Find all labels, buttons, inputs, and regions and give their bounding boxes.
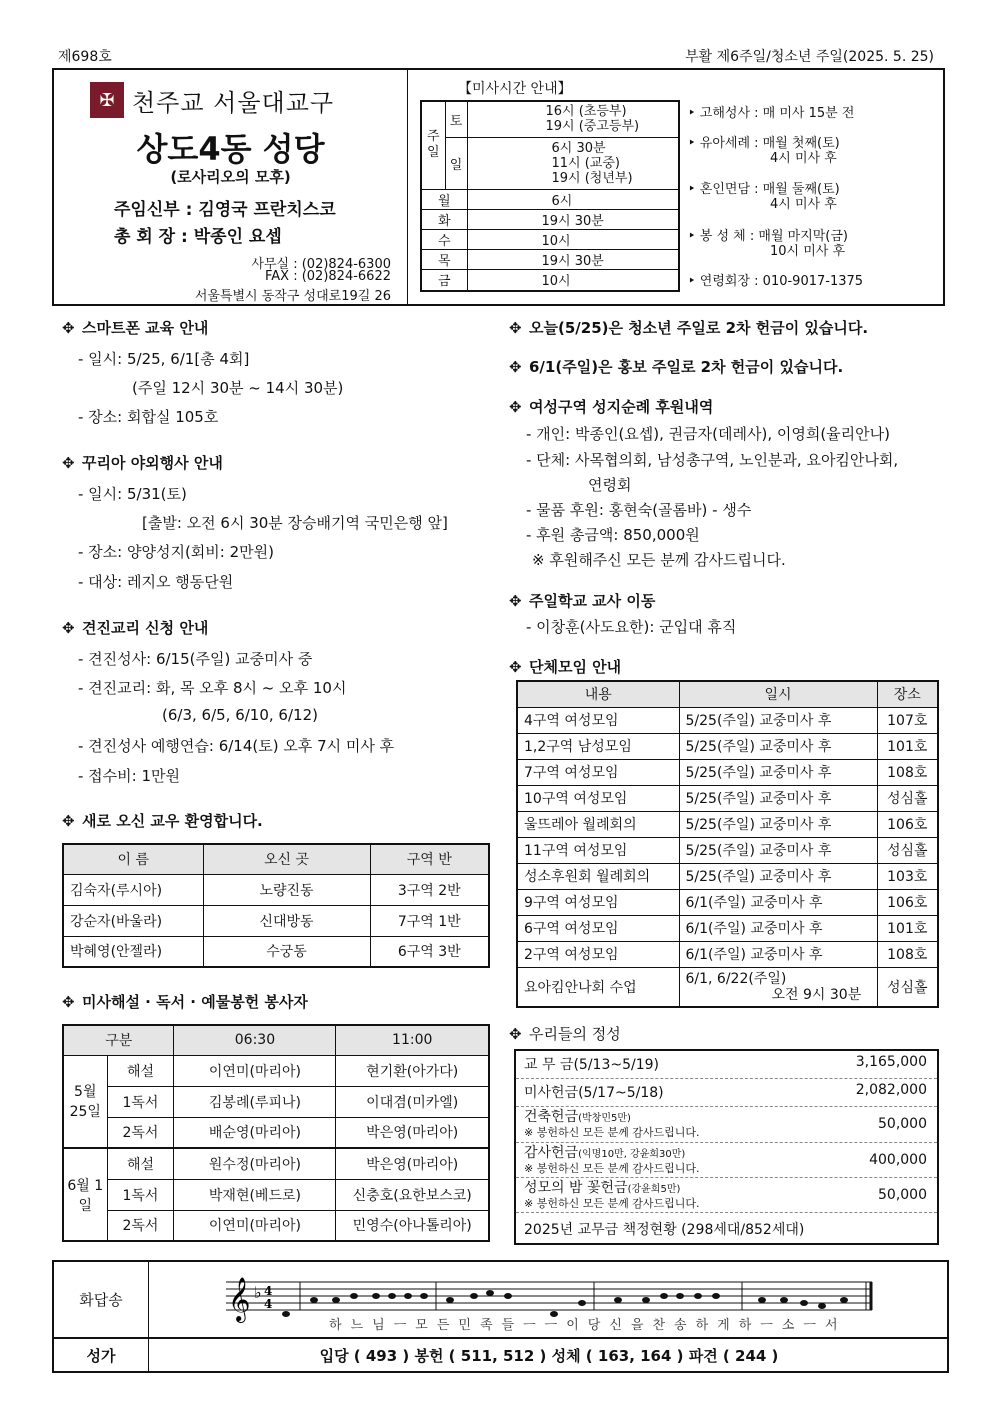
svg-text:4: 4 — [264, 1284, 273, 1298]
text-line: - 개인: 박종인(요셉), 권금자(데레사), 이영희(율리안나) — [526, 425, 890, 443]
table-row: 울뜨레아 월례회의 5/25(주일) 교중미사 후 106호 — [517, 811, 938, 837]
mass-table — [420, 100, 680, 292]
table-row: 1독서 김봉례(루피나) 이대겸(미카엘) — [63, 1086, 489, 1117]
section-welcome: ✥ 새로 오신 교우 환영합니다. — [62, 812, 263, 830]
table-row: 2독서 이연미(마리아) 민영수(아나톨리아) — [63, 1210, 489, 1241]
table-row: 2구역 여성모임 6/1(주일) 교중미사 후 108호 — [517, 941, 938, 967]
funeral-info: ‣ 연령회장 : 010-9017-1375 — [688, 274, 864, 289]
text-line: - 견진성사: 6/15(주일) 교중미사 중 — [78, 650, 313, 668]
text-line: - 장소: 회합실 105호 — [78, 408, 219, 426]
church-subtitle: (로사리오의 모후) — [170, 168, 291, 186]
diamond-icon: ✥ — [509, 398, 522, 416]
mass-day: 화 — [421, 209, 467, 229]
text-line: - 장소: 양양성지(회비: 2만원) — [78, 543, 274, 561]
table-header: 이 름 — [63, 844, 203, 874]
mass-times: 10시 — [467, 269, 679, 291]
diamond-icon: ✥ — [62, 812, 75, 830]
table-row: 1,2구역 남성모임 5/25(주일) 교중미사 후 101호 — [517, 733, 938, 759]
table-header: 06:30 — [174, 1025, 336, 1055]
president-name: 총 회 장 : 박종인 요셉 — [114, 227, 282, 247]
offering-row: 건축헌금(박창민5만) ※ 봉헌하신 모든 분께 감사드립니다. 50,000 — [516, 1107, 937, 1143]
mass-title: 【미사시간 안내】 — [458, 81, 572, 97]
mass-day: 월 — [421, 189, 467, 209]
header-box — [52, 68, 945, 306]
section-smartphone: ✥ 스마트폰 교육 안내 — [62, 319, 209, 337]
communion-info: ‣ 봉 성 체 : 매월 마지막(금) 10시 미사 후 — [688, 229, 849, 259]
text-line: - 후원 총금액: 850,000원 — [526, 526, 700, 544]
mass-times: 6시 30분 11시 (교중) 19시 (청년부) — [467, 137, 679, 189]
diamond-icon: ✥ — [62, 993, 75, 1011]
text-line: - 견진교리: 화, 목 오후 8시 ~ 오후 10시 — [78, 679, 347, 697]
diamond-icon: ✥ — [509, 358, 522, 376]
table-row: 2독서 배순영(마리아) 박은영(마리아) — [63, 1117, 489, 1148]
notice-youth-sunday: ✥ 오늘(5/25)은 청소년 주일로 2차 헌금이 있습니다. — [509, 319, 869, 337]
table-row: 9구역 여성모임 6/1(주일) 교중미사 후 106호 — [517, 889, 938, 915]
text-line: (주일 12시 30분 ~ 14시 30분) — [132, 379, 344, 397]
notice-communication-sunday: ✥ 6/1(주일)은 홍보 주일로 2차 헌금이 있습니다. — [509, 358, 844, 376]
mass-day: 일 — [445, 137, 467, 189]
table-row: 5월 25일 해설 이연미(마리아) 현기환(아가다) — [63, 1055, 489, 1086]
table-header: 구분 — [63, 1025, 174, 1055]
mass-schedule — [408, 70, 945, 304]
church-name: 상도4동 성당 — [136, 130, 325, 168]
text-line: [출발: 오전 6시 30분 장승배기역 국민은행 앞] — [142, 514, 448, 532]
table-header: 일시 — [679, 681, 877, 707]
church-info — [54, 70, 408, 304]
table-header: 구역 반 — [370, 844, 489, 874]
mass-day: 수 — [421, 229, 467, 249]
diamond-icon: ✥ — [509, 592, 522, 610]
mass-day: 금 — [421, 269, 467, 291]
table-row: 김숙자(루시아) 노량진동 3구역 2반 — [63, 874, 489, 905]
offering-box — [514, 1049, 939, 1245]
text-line: - 일시: 5/25, 6/1[총 4회] — [78, 350, 250, 368]
servers-table — [62, 1024, 490, 1242]
table-row: 요아킴안나회 수업 6/1, 6/22(주일) 오전 9시 30분 성심홀 — [517, 967, 938, 1007]
table-header: 내용 — [517, 681, 679, 707]
diamond-icon: ✥ — [62, 619, 75, 637]
office-phone: 사무실 : (02)824-6300 — [251, 257, 391, 272]
text-line: - 접수비: 1만원 — [78, 767, 180, 785]
svg-text:4: 4 — [264, 1297, 273, 1311]
table-row: 6월 1일 해설 원수정(마리아) 박은영(마리아) — [63, 1148, 489, 1179]
table-row: 6구역 여성모임 6/1(주일) 교중미사 후 101호 — [517, 915, 938, 941]
table-header: 11:00 — [336, 1025, 489, 1055]
text-line: (6/3, 6/5, 6/10, 6/12) — [162, 706, 318, 724]
diamond-icon: ✥ — [509, 1025, 522, 1043]
table-row: 4구역 여성모임 5/25(주일) 교중미사 후 107호 — [517, 707, 938, 733]
section-servers: ✥ 미사해설 · 독서 · 예물봉헌 봉사자 — [62, 993, 308, 1011]
offering-row: 교 무 금(5/13~5/19) 3,165,000 — [516, 1051, 937, 1079]
table-row: 11구역 여성모임 5/25(주일) 교중미사 후 성심홀 — [517, 837, 938, 863]
offering-footer: 2025년 교무금 책정현황 (298세대/852세대) — [524, 1222, 805, 1238]
offering-row: 미사헌금(5/17~5/18) 2,082,000 — [516, 1079, 937, 1107]
section-confirmation: ✥ 견진교리 신청 안내 — [62, 619, 209, 637]
issue-date: 부활 제6주일/청소년 주일(2025. 5. 25) — [685, 49, 934, 65]
fax-number: FAX : (02)824-6622 — [264, 269, 391, 284]
mass-times: 6시 — [467, 189, 679, 209]
address: 서울특별시 동작구 성대로19길 26 — [194, 289, 391, 304]
hymn-numbers: 입당 ( 493 ) 봉헌 ( 511, 512 ) 성체 ( 163, 164 ) 파견 ( 244 ) — [319, 1346, 779, 1365]
welcome-table — [62, 843, 490, 968]
diamond-icon: ✥ — [509, 319, 522, 337]
cross-icon: ✠ — [90, 82, 124, 118]
diocese-logo — [90, 82, 334, 118]
section-pilgrimage: ✥ 여성구역 성지순례 후원내역 — [509, 398, 714, 416]
text-line: - 이창훈(사도요한): 군입대 휴직 — [526, 618, 737, 636]
issue-number: 제698호 — [58, 49, 112, 65]
hymn-box — [52, 1260, 949, 1373]
table-row: 박혜영(안젤라) 수궁동 6구역 3반 — [63, 936, 489, 967]
table-header: 오신 곳 — [203, 844, 370, 874]
text-line: ※ 후원해주신 모든 분께 감사드립니다. — [532, 551, 786, 569]
offering-row: 감사헌금(익명10만, 강윤희30만) ※ 봉헌하신 모든 분께 감사드립니다. 400,000 — [516, 1143, 937, 1178]
table-header: 장소 — [877, 681, 938, 707]
table-row: 1독서 박재현(베드로) 신충호(요한보스코) — [63, 1179, 489, 1210]
confession-info: ‣ 고해성사 : 매 미사 15분 전 — [688, 106, 855, 121]
mass-times: 10시 — [467, 229, 679, 249]
text-line: 연령회 — [588, 476, 632, 494]
section-groups: ✥ 단체모임 안내 — [509, 658, 622, 676]
groups-table — [516, 680, 939, 1008]
date-cell: 6월 1일 — [63, 1148, 107, 1241]
section-offering: ✥ 우리들의 정성 — [509, 1025, 621, 1043]
mass-day: 토 — [445, 101, 467, 137]
treble-clef-icon: 𝄞 — [228, 1277, 251, 1321]
baptism-info: ‣ 유아세례 : 매월 첫째(토) 4시 미사 후 — [688, 136, 840, 166]
text-line: - 대상: 레지오 행동단원 — [78, 573, 234, 591]
mass-times: 16시 (초등부) 19시 (중고등부) — [467, 101, 679, 137]
text-line: - 일시: 5/31(토) — [78, 485, 187, 503]
table-row: 7구역 여성모임 5/25(주일) 교중미사 후 108호 — [517, 759, 938, 785]
mass-times: 19시 30분 — [467, 249, 679, 269]
psalm-label: 화답송 — [54, 1262, 149, 1337]
sunday-group-label: 주 일 — [421, 101, 445, 189]
diamond-icon: ✥ — [509, 658, 522, 676]
table-row: 성소후원회 월례회의 5/25(주일) 교중미사 후 103호 — [517, 863, 938, 889]
flat-icon: ♭ — [254, 1283, 262, 1302]
offering-row: 성모의 밤 꽃헌금(강윤희5만) ※ 봉헌하신 모든 분께 감사드립니다. 50,000 — [516, 1178, 937, 1213]
marriage-info: ‣ 혼인면담 : 매월 둘째(토) 4시 미사 후 — [688, 182, 840, 212]
psalm-lyrics: 하 느 님 ㅡ 모 든 민 족 들 ㅡ ㅡ 이 당 신 을 찬 송 하 게 하 ㅡ 소 ㅡ 서 — [329, 1318, 838, 1333]
pastor-name: 주임신부 : 김영국 프란치스코 — [114, 200, 336, 220]
section-curia: ✥ 꾸리아 야외행사 안내 — [62, 454, 223, 472]
table-row: 10구역 여성모임 5/25(주일) 교중미사 후 성심홀 — [517, 785, 938, 811]
diamond-icon: ✥ — [62, 454, 75, 472]
text-line: - 견진성사 예행연습: 6/14(토) 오후 7시 미사 후 — [78, 737, 395, 755]
date-cell: 5월 25일 — [63, 1055, 107, 1148]
mass-times: 19시 30분 — [467, 209, 679, 229]
section-teacher: ✥ 주일학교 교사 이동 — [509, 592, 656, 610]
diocese-name: 천주교 서울대교구 — [132, 88, 335, 117]
table-row: 강순자(바울라) 신대방동 7구역 1반 — [63, 905, 489, 936]
mass-day: 목 — [421, 249, 467, 269]
text-line: - 물품 후원: 홍현숙(골롬바) - 생수 — [526, 501, 752, 519]
text-line: - 단체: 사목협의회, 남성총구역, 노인분과, 요아킴안나회, — [526, 451, 899, 469]
hymn-label: 성가 — [54, 1339, 149, 1371]
diamond-icon: ✥ — [62, 319, 75, 337]
